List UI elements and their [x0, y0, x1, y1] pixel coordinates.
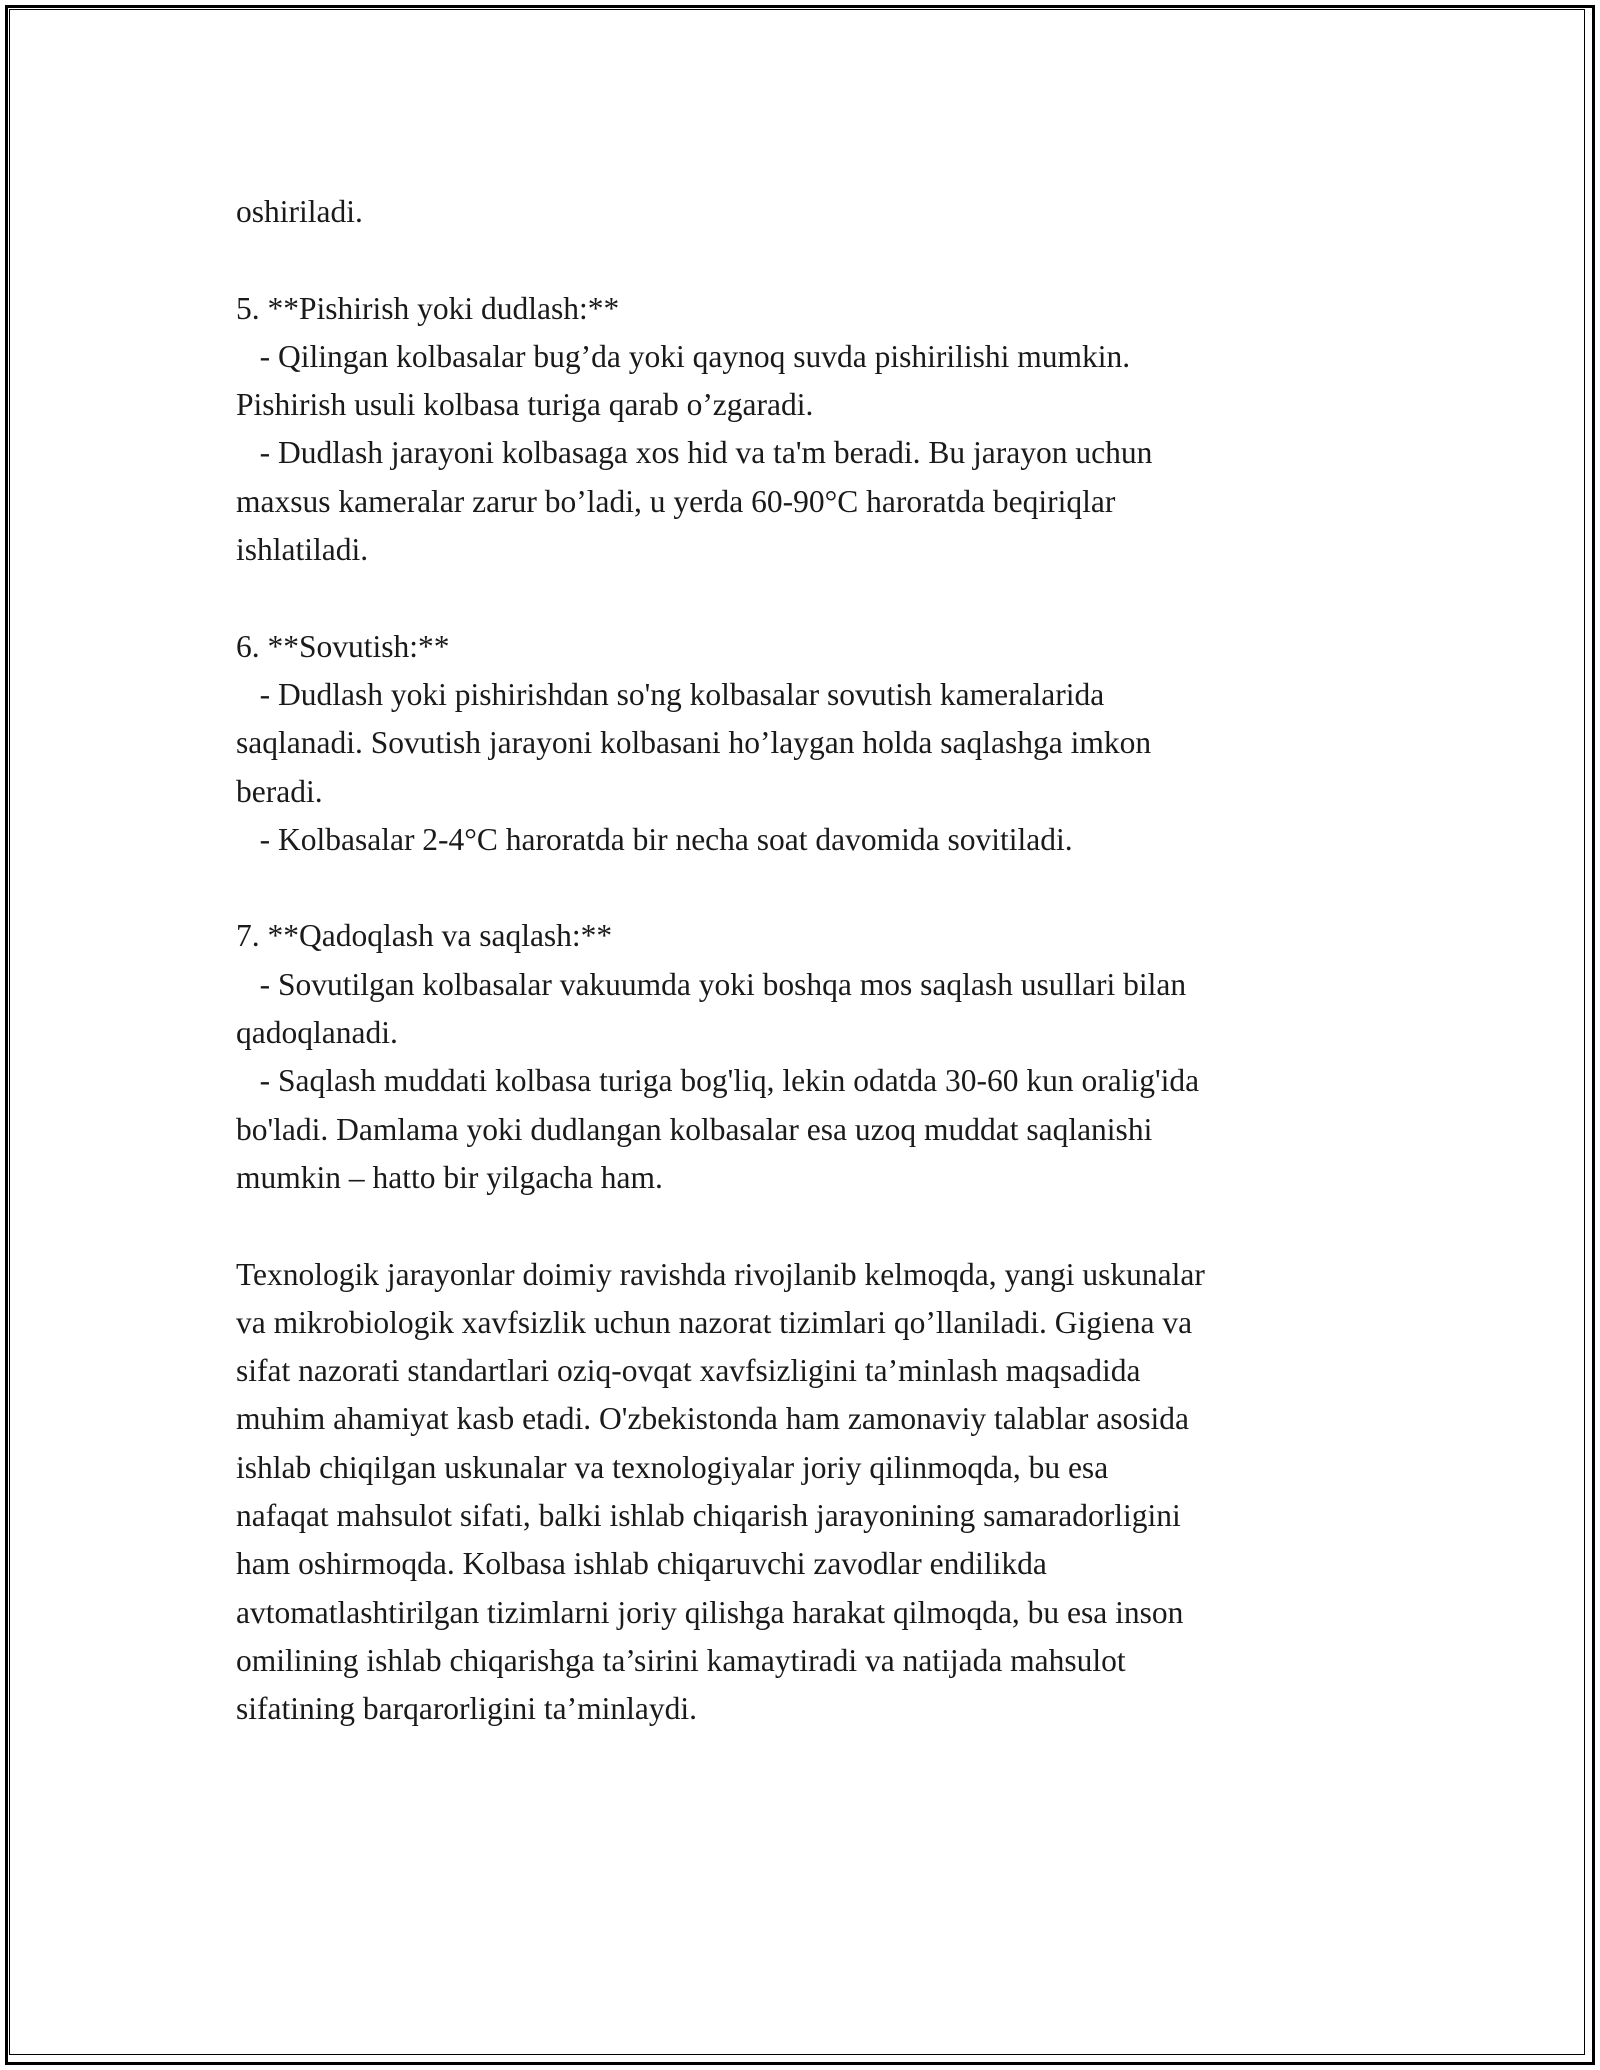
blank-line — [236, 236, 1416, 284]
text-line: beradi. — [236, 773, 323, 809]
paragraph-line: ham oshirmoqda. Kolbasa ishlab chiqaruvchi zavodlar endilikda — [236, 1546, 1047, 1582]
paragraph-line: muhim ahamiyat kasb etadi. O'zbekistonda ham zamonaviy talablar asosida — [236, 1401, 1190, 1437]
paragraph-line: sifat nazorati standartlari oziq-ovqat xavfsizligini ta’minlash maqsadida — [236, 1353, 1141, 1389]
section-heading-7: 7. **Qadoqlash va saqlash:** — [236, 918, 613, 954]
text-line: bo'ladi. Damlama yoki dudlangan kolbasalar esa uzoq muddat saqlanishi — [236, 1111, 1153, 1147]
paragraph-line: omilining ishlab chiqarishga ta’sirini kamaytiradi va natijada mahsulot — [236, 1642, 1126, 1678]
text-line: oshiriladi. — [236, 194, 363, 229]
paragraph-line: Texnologik jarayonlar doimiy ravishda rivojlanib kelmoqda, yangi uskunalar — [236, 1256, 1205, 1292]
paragraph-line: sifatining barqarorligini ta’minlaydi. — [236, 1691, 698, 1727]
text-line: mumkin – hatto bir yilgacha ham. — [236, 1159, 663, 1195]
blank-line — [236, 864, 1416, 912]
text-line: - Saqlash muddati kolbasa turiga bog'liq, lekin odatda 30-60 kun oralig'ida — [236, 1063, 1200, 1099]
section-heading-6: 6. **Sovutish:** — [236, 628, 450, 664]
text-line: qadoqlanadi. — [236, 1015, 398, 1051]
text-line: - Kolbasalar 2-4°C haroratda bir necha soat davomida sovitiladi. — [236, 821, 1073, 857]
text-line: - Sovutilgan kolbasalar vakuumda yoki boshqa mos saqlash usullari bilan — [236, 966, 1187, 1002]
paragraph-line: avtomatlashtirilgan tizimlarni joriy qilishga harakat qilmoqda, bu esa inson — [236, 1594, 1184, 1630]
text-line: - Dudlash yoki pishirishdan so'ng kolbasalar sovutish kameralarida — [236, 676, 1105, 712]
text-line: - Qilingan kolbasalar bug’da yoki qaynoq suvda pishirilishi mumkin. — [236, 338, 1131, 374]
document-body — [236, 188, 1416, 1734]
text-line: maxsus kameralar zarur bo’ladi, u yerda 60-90°C haroratda beqiriqlar — [236, 483, 1116, 519]
paragraph-line: nafaqat mahsulot sifati, balki ishlab chiqarish jarayonining samaradorligini — [236, 1498, 1181, 1534]
blank-line — [236, 1202, 1416, 1250]
text-line: - Dudlash jarayoni kolbasaga xos hid va ta'm beradi. Bu jarayon uchun — [236, 435, 1153, 471]
paragraph-line: va mikrobiologik xavfsizlik uchun nazorat tizimlari qo’llaniladi. Gigiena va — [236, 1304, 1193, 1340]
text-line: ishlatiladi. — [236, 532, 369, 568]
paragraph-line: ishlab chiqilgan uskunalar va texnologiyalar joriy qilinmoqda, bu esa — [236, 1449, 1109, 1485]
section-heading-5: 5. **Pishirish yoki dudlash:** — [236, 290, 620, 326]
text-line: saqlanadi. Sovutish jarayoni kolbasani ho’laygan holda saqlashga imkon — [236, 725, 1152, 761]
text-line: Pishirish usuli kolbasa turiga qarab o’zgaradi. — [236, 387, 814, 423]
blank-line — [236, 574, 1416, 622]
